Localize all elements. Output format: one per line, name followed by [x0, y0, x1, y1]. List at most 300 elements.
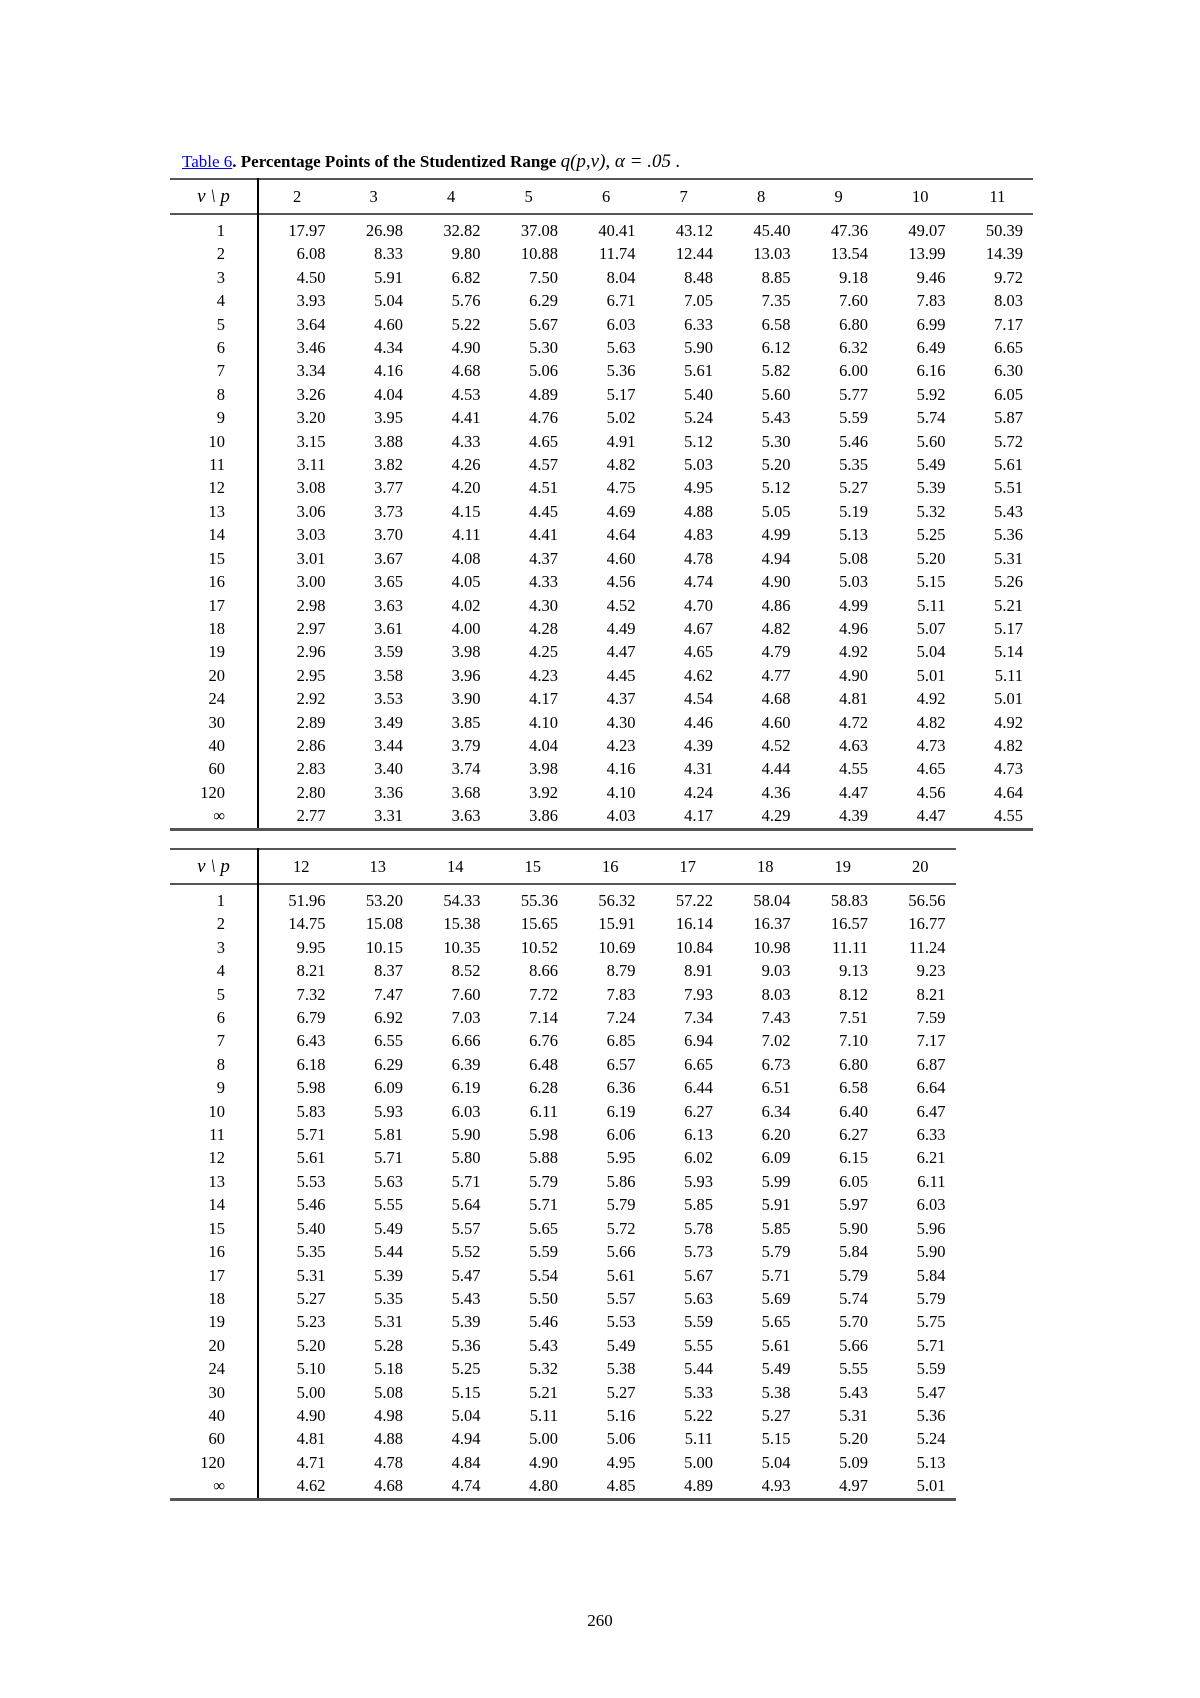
table-cell: 5.74	[916, 408, 946, 428]
table-cell: 5.98	[529, 1125, 558, 1145]
table-cell: 4.20	[451, 478, 481, 498]
table-cell: 5.40	[684, 384, 713, 404]
table-cell: 3.31	[336, 804, 414, 829]
table-cell: 56.32	[598, 891, 636, 910]
table-cell: 3.64	[296, 314, 326, 334]
table-cell: 3.68	[451, 782, 481, 802]
row-label: 4	[170, 959, 258, 982]
table-cell: 4.44	[761, 759, 791, 779]
row-label: ∞	[170, 1474, 258, 1499]
table-row	[170, 359, 1033, 382]
table-cell: 5.71	[761, 1265, 791, 1285]
table-cell: 5.82	[761, 361, 791, 381]
table-cell: 7.05	[684, 291, 713, 311]
table-cell: 4.08	[451, 548, 481, 568]
table-cell: 5.01	[994, 689, 1023, 709]
table-cell: 3.08	[296, 478, 326, 498]
table-cell: 5.60	[916, 431, 946, 451]
table-cell: 5.84	[916, 1265, 946, 1285]
table-cell: 4.64	[606, 525, 636, 545]
table-cell: 4.78	[374, 1452, 403, 1472]
table-cell: 8.03	[994, 291, 1023, 311]
table-cell: 5.90	[451, 1125, 481, 1145]
table-cell: 4.53	[451, 384, 481, 404]
table-cell: 5.21	[994, 595, 1023, 615]
table-cell: 6.80	[839, 1054, 868, 1074]
table-cell: 5.06	[606, 1429, 636, 1449]
table-cell: 6.66	[451, 1031, 481, 1051]
table-cell: 5.38	[606, 1359, 636, 1379]
table-cell: 6.58	[839, 1078, 868, 1098]
table-cell: 5.55	[374, 1195, 403, 1215]
table-cell: 3.95	[374, 408, 403, 428]
table-cell: 6.64	[916, 1078, 946, 1098]
table-cell: 6.73	[761, 1054, 791, 1074]
column-header: 6	[602, 187, 611, 206]
table-cell: 4.84	[451, 1452, 481, 1472]
table-row	[170, 336, 1033, 359]
row-label: 11	[170, 453, 258, 476]
table-cell: 4.28	[529, 618, 558, 638]
table-cell: 4.45	[529, 501, 558, 521]
table-cell: 5.30	[761, 431, 791, 451]
table-cell: 4.89	[646, 1474, 724, 1499]
table-cell: 4.41	[451, 408, 481, 428]
row-label: 60	[170, 757, 258, 780]
table-cell: 3.01	[296, 548, 326, 568]
row-label: 12	[170, 1146, 258, 1169]
row-label: 9	[170, 1076, 258, 1099]
table-cell: 6.44	[684, 1078, 713, 1098]
table-cell: 5.15	[451, 1382, 481, 1402]
table-cell: 5.08	[374, 1382, 403, 1402]
table-cell: 5.72	[606, 1218, 636, 1238]
table-cell: 5.49	[916, 455, 946, 475]
table-cell: 6.34	[761, 1101, 791, 1121]
table-cell: 5.35	[374, 1288, 403, 1308]
table-cell: 5.91	[374, 267, 403, 287]
table-cell: 2.97	[296, 618, 326, 638]
table-cell: 5.04	[761, 1452, 791, 1472]
table-row	[170, 523, 1033, 546]
table-cell: 2.89	[296, 712, 326, 732]
table-row	[170, 313, 1033, 336]
table-row	[170, 781, 1033, 804]
table-cell: 4.16	[374, 361, 403, 381]
table-cell: 5.31	[296, 1265, 326, 1285]
table-cell: 3.15	[296, 431, 326, 451]
table-cell: 3.70	[374, 525, 403, 545]
studentized-range-table-part-1	[170, 178, 1033, 831]
table-cell: 3.74	[451, 759, 481, 779]
table-cell: 5.20	[839, 1429, 868, 1449]
table-cell: 6.08	[296, 244, 326, 264]
table-cell: 5.93	[684, 1171, 713, 1191]
table-cell: 4.17	[646, 804, 724, 829]
table-cell: 5.43	[994, 501, 1023, 521]
table-cell: 4.90	[839, 665, 868, 685]
table-cell: 5.54	[529, 1265, 558, 1285]
table-row	[170, 1123, 956, 1146]
table-cell: 5.69	[761, 1288, 791, 1308]
table-cell: 5.33	[684, 1382, 713, 1402]
table-title: . Percentage Points of the Studentized Range	[232, 152, 561, 171]
table-cell: 4.05	[451, 572, 481, 592]
table-cell: 5.36	[606, 361, 636, 381]
row-label: 6	[170, 1006, 258, 1029]
row-label: 15	[170, 547, 258, 570]
table-cell: 5.74	[839, 1288, 868, 1308]
row-label: 30	[170, 1381, 258, 1404]
table-cell: 2.92	[296, 689, 326, 709]
table-6-link[interactable]: Table 6	[182, 152, 233, 171]
table-cell: 10.88	[520, 244, 558, 264]
table-cell: 6.02	[684, 1148, 713, 1168]
table-cell: 5.39	[451, 1312, 481, 1332]
table-cell: 5.59	[839, 408, 868, 428]
table-cell: 5.23	[296, 1312, 326, 1332]
table-cell: 15.08	[365, 914, 403, 934]
table-cell: 4.70	[684, 595, 713, 615]
row-label: 11	[170, 1123, 258, 1146]
table-cell: 5.27	[761, 1405, 791, 1425]
table-cell: 4.04	[529, 735, 558, 755]
table-cell: 5.43	[529, 1335, 558, 1355]
table-cell: 4.99	[839, 595, 868, 615]
table-cell: 3.93	[296, 291, 326, 311]
table-row	[170, 1217, 956, 1240]
row-header-label: v \ p	[170, 849, 258, 884]
table-cell: 57.22	[675, 891, 713, 910]
table-cell: 5.60	[761, 384, 791, 404]
table-cell: 4.83	[684, 525, 713, 545]
table-cell: 4.00	[451, 618, 481, 638]
row-label: 19	[170, 1310, 258, 1333]
table-cell: 7.35	[761, 291, 791, 311]
row-label: 3	[170, 936, 258, 959]
table-cell: 10.69	[598, 937, 636, 957]
table-cell: 7.32	[296, 984, 326, 1004]
table-cell: 4.80	[491, 1474, 569, 1499]
table-cell: 5.64	[451, 1195, 481, 1215]
table-cell: 4.47	[878, 804, 956, 829]
table-cell: 4.85	[568, 1474, 646, 1499]
table-cell: 9.72	[994, 267, 1023, 287]
table-cell: 7.83	[606, 984, 636, 1004]
table-cell: 5.46	[529, 1312, 558, 1332]
table-cell: 6.27	[684, 1101, 713, 1121]
table-cell: 6.33	[916, 1125, 946, 1145]
table-cell: 7.93	[684, 984, 713, 1004]
table-cell: 7.34	[684, 1008, 713, 1028]
table-cell: 4.04	[374, 384, 403, 404]
table-cell: 17.97	[288, 221, 326, 240]
table-row	[170, 289, 1033, 312]
row-label: 1	[170, 214, 258, 242]
table-cell: 4.56	[916, 782, 946, 802]
table-cell: 6.48	[529, 1054, 558, 1074]
table-cell: 40.41	[598, 221, 636, 240]
column-header: 7	[679, 187, 688, 206]
row-label: 4	[170, 289, 258, 312]
column-header: 20	[912, 857, 929, 876]
table-cell: 6.09	[761, 1148, 791, 1168]
table-cell: 15.65	[520, 914, 558, 934]
row-label: 6	[170, 336, 258, 359]
table-cell: 5.35	[839, 455, 868, 475]
table-cell: 9.23	[916, 961, 946, 981]
table-cell: 4.29	[723, 804, 801, 829]
table-cell: 4.93	[723, 1474, 801, 1499]
table-cell: 8.91	[684, 961, 713, 981]
table-cell: 3.82	[374, 455, 403, 475]
table-cell: 6.11	[529, 1101, 558, 1121]
table-cell: 11.24	[908, 937, 946, 957]
table-row	[170, 1357, 956, 1380]
table-cell: 4.60	[606, 548, 636, 568]
table-cell: 4.90	[761, 572, 791, 592]
table-cell: 4.90	[451, 338, 481, 358]
table-cell: 3.73	[374, 501, 403, 521]
row-label: 18	[170, 1287, 258, 1310]
table-cell: 12.44	[675, 244, 713, 264]
table-row	[170, 1053, 956, 1076]
table-cell: 4.02	[451, 595, 481, 615]
table-cell: 7.59	[916, 1008, 946, 1028]
table-cell: 6.05	[839, 1171, 868, 1191]
table-cell: 4.51	[529, 478, 558, 498]
table-cell: 4.34	[374, 338, 403, 358]
table-cell: 5.44	[684, 1359, 713, 1379]
table-cell: 10.98	[753, 937, 791, 957]
table-cell: 5.00	[529, 1429, 558, 1449]
table-cell: 5.59	[529, 1242, 558, 1262]
table-cell: 5.96	[916, 1218, 946, 1238]
table-cell: 7.72	[529, 984, 558, 1004]
column-header: 12	[293, 857, 310, 876]
table-cell: 2.86	[296, 735, 326, 755]
table-cell: 4.95	[684, 478, 713, 498]
column-header: 2	[293, 187, 302, 206]
table-cell: 5.10	[296, 1359, 326, 1379]
table-cell: 5.28	[374, 1335, 403, 1355]
page-number: 260	[587, 1611, 613, 1630]
table-cell: 4.31	[684, 759, 713, 779]
table-cell: 5.93	[374, 1101, 403, 1121]
table-cell: 5.22	[684, 1405, 713, 1425]
table-cell: 4.65	[916, 759, 946, 779]
table-cell: 2.95	[296, 665, 326, 685]
table-cell: 4.33	[529, 572, 558, 592]
table-cell: 4.75	[606, 478, 636, 498]
table-cell: 5.39	[374, 1265, 403, 1285]
column-header: 11	[989, 187, 1006, 206]
table-row	[170, 570, 1033, 593]
table-cell: 3.79	[451, 735, 481, 755]
table-cell: 3.85	[451, 712, 481, 732]
table-cell: 3.53	[374, 689, 403, 709]
table-cell: 6.27	[839, 1125, 868, 1145]
table-cell: 3.65	[374, 572, 403, 592]
table-cell: 5.00	[684, 1452, 713, 1472]
table-cell: 5.79	[606, 1195, 636, 1215]
row-label: 9	[170, 406, 258, 429]
table-cell: 10.52	[520, 937, 558, 957]
table-cell: 10.84	[675, 937, 713, 957]
table-cell: 7.60	[451, 984, 481, 1004]
table-cell: 5.32	[916, 501, 946, 521]
table-cell: 6.82	[451, 267, 481, 287]
table-cell: 10.15	[365, 937, 403, 957]
table-cell: 5.11	[917, 595, 946, 615]
table-cell: 51.96	[288, 891, 326, 910]
table-cell: 5.43	[839, 1382, 868, 1402]
table-row	[170, 1240, 956, 1263]
table-cell: 5.49	[761, 1359, 791, 1379]
table-cell: 5.53	[606, 1312, 636, 1332]
table-cell: 8.03	[761, 984, 791, 1004]
table-cell: 6.00	[839, 361, 868, 381]
table-row	[170, 1100, 956, 1123]
table-cell: 3.20	[296, 408, 326, 428]
table-cell: 4.17	[529, 689, 558, 709]
table-cell: 5.99	[761, 1171, 791, 1191]
table-cell: 5.47	[916, 1382, 946, 1402]
table-row	[170, 1006, 956, 1029]
table-cell: 6.13	[684, 1125, 713, 1145]
table-cell: 4.33	[451, 431, 481, 451]
row-label: 2	[170, 242, 258, 265]
table-cell: 5.24	[684, 408, 713, 428]
table-cell: 9.03	[761, 961, 791, 981]
table-cell: 5.81	[374, 1125, 403, 1145]
table-cell: 4.96	[839, 618, 868, 638]
table-cell: 5.13	[916, 1452, 946, 1472]
table-row	[170, 1029, 956, 1052]
table-cell: 4.71	[296, 1452, 326, 1472]
table-cell: 4.10	[529, 712, 558, 732]
table-cell: 3.26	[296, 384, 326, 404]
table-cell: 6.85	[606, 1031, 636, 1051]
table-cell: 5.43	[451, 1288, 481, 1308]
table-cell: 5.49	[374, 1218, 403, 1238]
table-cell: 4.63	[839, 735, 868, 755]
table-cell: 4.82	[761, 618, 791, 638]
table-cell: 5.43	[761, 408, 791, 428]
table-cell: 6.19	[606, 1101, 636, 1121]
table-cell: 5.66	[839, 1335, 868, 1355]
table-cell: 5.46	[296, 1195, 326, 1215]
table-cell: 5.71	[296, 1125, 326, 1145]
table-cell: 3.90	[451, 689, 481, 709]
row-label: 60	[170, 1427, 258, 1450]
row-label: 1	[170, 884, 258, 912]
table-cell: 4.88	[684, 501, 713, 521]
table-cell: 6.94	[684, 1031, 713, 1051]
table-cell: 6.03	[606, 314, 636, 334]
table-cell: 4.74	[684, 572, 713, 592]
table-cell: 4.55	[839, 759, 868, 779]
table-cell: 4.52	[761, 735, 791, 755]
table-cell: 8.79	[606, 961, 636, 981]
table-cell: 5.83	[296, 1101, 326, 1121]
table-cell: 50.39	[985, 221, 1023, 240]
table-cell: 5.31	[374, 1312, 403, 1332]
table-cell: 4.64	[994, 782, 1023, 802]
table-cell: 6.21	[916, 1148, 946, 1168]
table-cell: 6.76	[529, 1031, 558, 1051]
table-cell: 5.20	[916, 548, 946, 568]
table-cell: 5.47	[451, 1265, 481, 1285]
table-cell: 5.57	[451, 1218, 481, 1238]
table-row	[170, 640, 1033, 663]
table-row	[170, 214, 1033, 242]
table-row	[170, 1193, 956, 1216]
table-cell: 5.66	[606, 1242, 636, 1262]
table-cell: 6.16	[916, 361, 946, 381]
table-cell: 4.92	[916, 689, 946, 709]
table-cell: 7.83	[916, 291, 946, 311]
table-cell: 6.47	[916, 1101, 946, 1121]
table-cell: 5.63	[684, 1288, 713, 1308]
row-label: 5	[170, 983, 258, 1006]
table-cell: 4.47	[839, 782, 868, 802]
table-row	[170, 1427, 956, 1450]
table-cell: 45.40	[753, 221, 791, 240]
table-cell: 6.55	[374, 1031, 403, 1051]
table-cell: 4.79	[761, 642, 791, 662]
table-row	[170, 406, 1033, 429]
table-cell: 16.57	[830, 914, 868, 934]
table-cell: 43.12	[675, 221, 713, 240]
table-cell: 5.78	[684, 1218, 713, 1238]
table-cell: 8.66	[529, 961, 558, 981]
table-cell: 5.61	[296, 1148, 326, 1168]
table-cell: 4.82	[994, 735, 1023, 755]
table-cell: 4.45	[606, 665, 636, 685]
table-cell: 6.58	[761, 314, 791, 334]
table-cell: 5.22	[451, 314, 481, 334]
table-cell: 6.28	[529, 1078, 558, 1098]
table-cell: 4.37	[606, 689, 636, 709]
table-cell: 5.14	[994, 642, 1023, 662]
table-cell: 7.50	[529, 267, 558, 287]
table-cell: 5.13	[839, 525, 868, 545]
table-cell: 6.71	[606, 291, 636, 311]
table-cell: 5.73	[684, 1242, 713, 1262]
table-row	[170, 1146, 956, 1169]
row-label: 5	[170, 313, 258, 336]
table-row	[170, 1451, 956, 1474]
table-row	[170, 1474, 956, 1499]
table-cell: 5.55	[839, 1359, 868, 1379]
table-cell: 5.31	[839, 1405, 868, 1425]
column-header: 16	[602, 857, 619, 876]
table-cell: 6.09	[374, 1078, 403, 1098]
table-cell: 7.51	[839, 1008, 868, 1028]
table-cell: 6.87	[916, 1054, 946, 1074]
row-label: 2	[170, 912, 258, 935]
table-cell: 5.61	[606, 1265, 636, 1285]
row-label: 10	[170, 430, 258, 453]
table-cell: 5.04	[916, 642, 946, 662]
table-cell: 53.20	[365, 891, 403, 910]
table-cell: 49.07	[908, 221, 946, 240]
table-cell: 5.87	[994, 408, 1023, 428]
table-row	[170, 757, 1033, 780]
table-cell: 4.10	[606, 782, 636, 802]
table-cell: 5.71	[451, 1171, 481, 1191]
